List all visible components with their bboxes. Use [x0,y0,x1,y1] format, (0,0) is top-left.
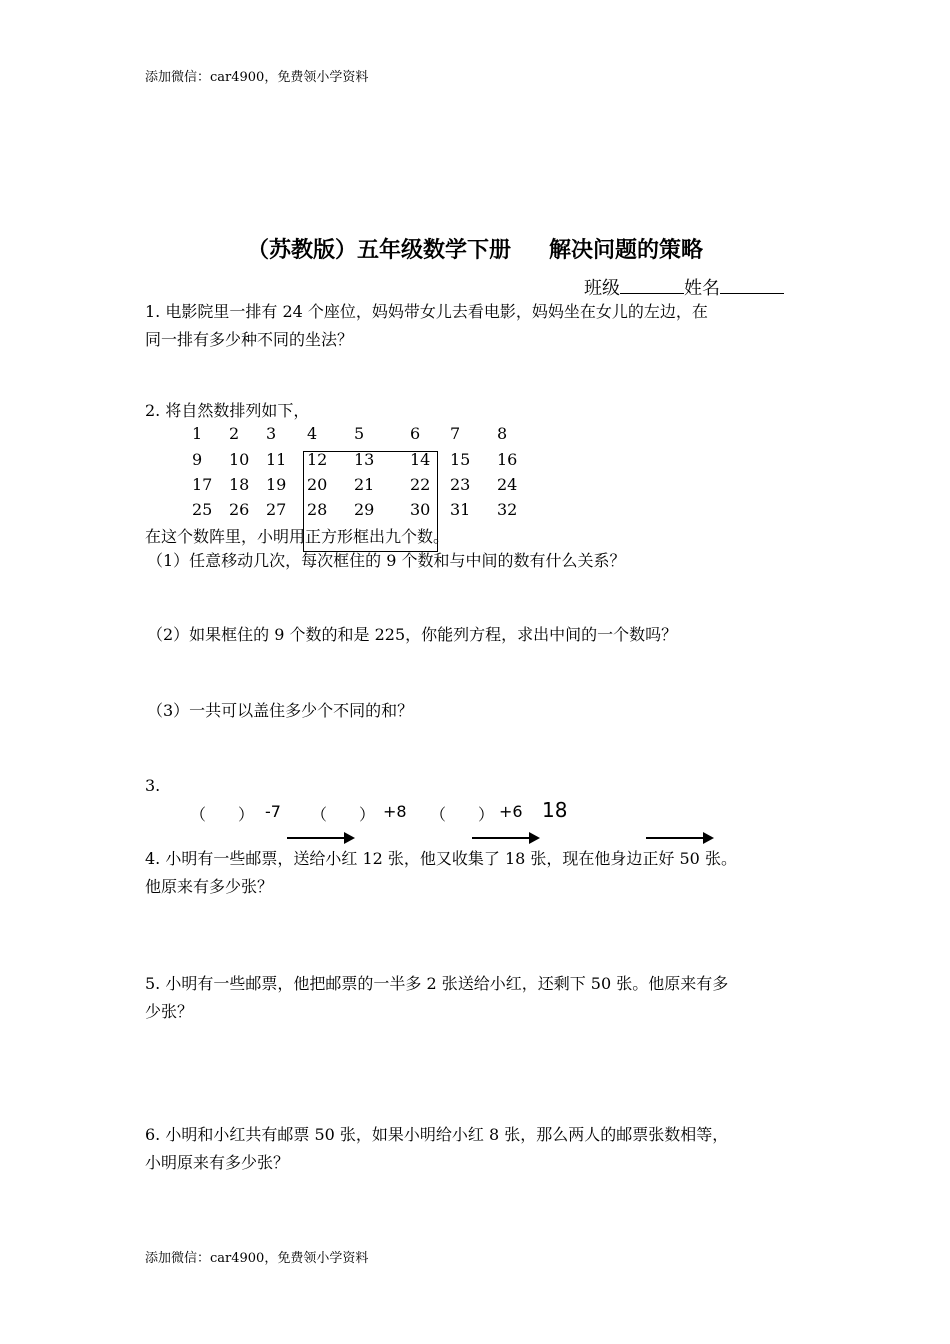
page-title [0,233,950,264]
question-5 [145,970,810,1026]
arrow-1-icon [287,832,355,844]
grid-cell: 31 [450,500,471,519]
q1-line2: 同一排有多少种不同的坐法？ [145,330,354,349]
q6-line1: 6. 小明和小红共有邮票 50 张，如果小明给小红 8 张，那么两人的邮票张数相等， [145,1125,729,1144]
grid-cell: 29 [354,500,375,519]
title-part1: （苏教版）五年级数学下册 [246,238,511,263]
grid-cell: 1 [192,424,203,443]
grid-cell: 2 [229,424,240,443]
grid-cell: 9 [192,450,203,469]
grid-cell: 8 [497,424,508,443]
grid-cell: 16 [497,450,518,469]
class-name-line [584,274,784,300]
q3-blank-2: （ ） [311,805,376,824]
q2-intro: 2. 将自然数排列如下， [145,401,310,420]
grid-cell: 22 [410,475,431,494]
class-label: 班级 [584,278,620,299]
grid-cell: 10 [229,450,250,469]
grid-cell: 12 [307,450,328,469]
title-part2: 解决问题的策略 [549,238,704,263]
class-blank [620,277,684,294]
page-footer: 添加微信：car4900，免费领小学资料 [145,1251,369,1266]
grid-cell: 23 [450,475,471,494]
q3-label: 3. [145,776,161,795]
name-blank [720,277,784,294]
question-1 [145,298,810,354]
grid-cell: 14 [410,450,431,469]
q3-blank-1: （ ） [190,805,255,824]
grid-cell: 17 [192,475,213,494]
grid-cell: 32 [497,500,518,519]
q3-op-1: -7 [265,802,281,821]
q3-result: 18 [542,798,568,822]
q5-line1: 5. 小明有一些邮票，他把邮票的一半多 2 张送给小红，还剩下 50 张。他原来有多 [145,974,729,993]
q2-sub3: （3）一共可以盖住多少个不同的和？ [147,701,414,720]
question-6 [145,1121,810,1177]
q5-line2: 少张？ [145,1002,194,1021]
grid-cell: 25 [192,500,213,519]
q2-sub1: （1）任意移动几次，每次框住的 9 个数和与中间的数有什么关系？ [147,551,626,570]
grid-cell: 19 [266,475,287,494]
q4-line1: 4. 小明有一些邮票，送给小红 12 张，他又收集了 18 张，现在他身边正好 50 张。 [145,849,737,868]
q3-op-2: +8 [383,802,407,821]
grid-cell: 20 [307,475,328,494]
grid-cell: 3 [266,424,277,443]
grid-cell: 5 [354,424,365,443]
grid-cell: 21 [354,475,375,494]
grid-cell: 24 [497,475,518,494]
grid-cell: 18 [229,475,250,494]
grid-cell: 28 [307,500,328,519]
q3-op-3: +6 [499,802,523,821]
grid-cell: 13 [354,450,375,469]
grid-cell: 26 [229,500,250,519]
arrow-2-icon [472,832,540,844]
grid-cell: 27 [266,500,287,519]
name-label: 姓名 [684,278,720,299]
q2-note: 在这个数阵里，小明用正方形框出九个数。 [145,527,450,546]
question-4 [145,845,810,901]
q4-line2: 他原来有多少张？ [145,877,274,896]
grid-cell: 11 [266,450,287,469]
q2-sub2: （2）如果框住的 9 个数的和是 225，你能列方程，求出中间的一个数吗？ [147,625,678,644]
grid-cell: 4 [307,424,318,443]
grid-cell: 7 [450,424,461,443]
grid-cell: 30 [410,500,431,519]
grid-cell: 15 [450,450,471,469]
q1-line1: 1. 电影院里一排有 24 个座位，妈妈带女儿去看电影，妈妈坐在女儿的左边，在 [145,302,708,321]
page-header: 添加微信：car4900，免费领小学资料 [145,70,369,85]
arrow-3-icon [646,832,714,844]
q6-line2: 小明原来有多少张？ [145,1153,290,1172]
q3-blank-3: （ ） [430,805,495,824]
grid-cell: 6 [410,424,421,443]
